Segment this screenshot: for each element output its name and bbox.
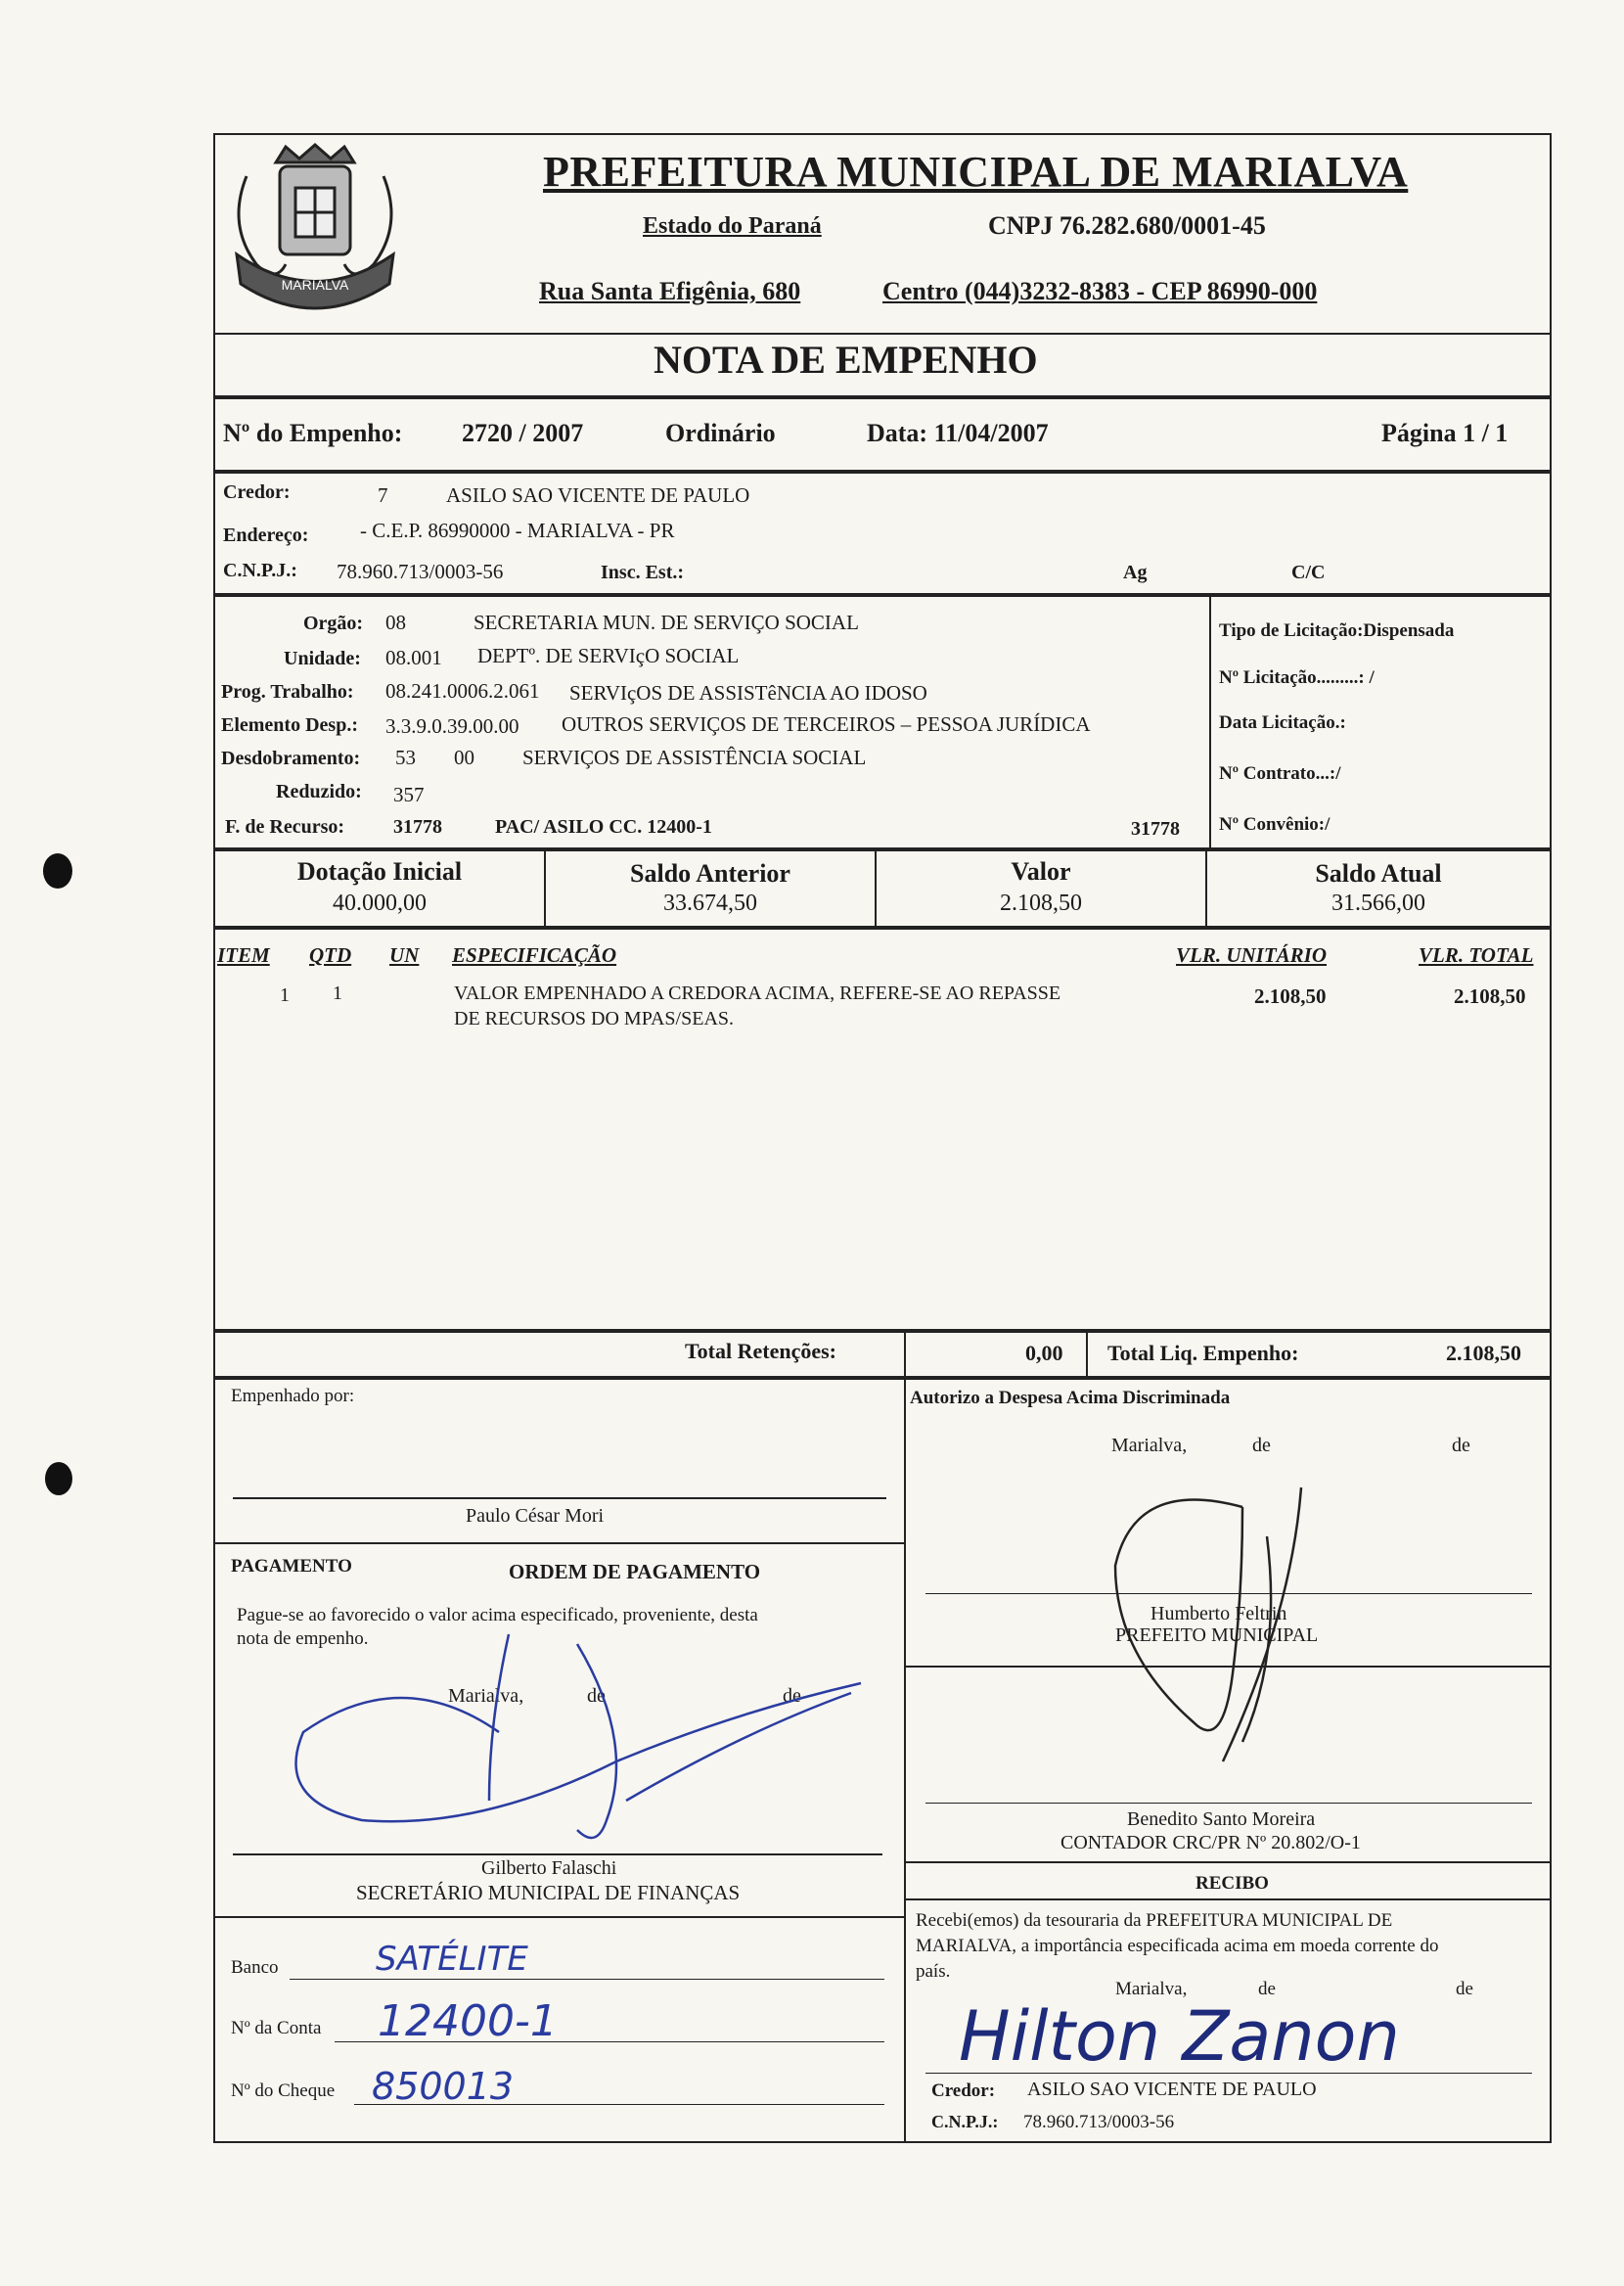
totals-box <box>213 1331 1552 1378</box>
cc-label: C/C <box>1291 562 1326 583</box>
tipo-licitacao: Tipo de Licitação:Dispensada <box>1219 620 1455 641</box>
unidade-name: DEPTº. DE SERVIçO SOCIAL <box>477 644 740 667</box>
pagamento-de-2: de <box>783 1685 801 1707</box>
numero-contrato: Nº Contrato...:/ <box>1219 763 1341 784</box>
autorizo-de-2: de <box>1452 1435 1470 1456</box>
desdobramento-name: SERVIÇOS DE ASSISTÊNCIA SOCIAL <box>522 746 867 769</box>
saldo-atual-value: 31.566,00 <box>1331 891 1425 916</box>
col-header-un: UN <box>389 943 420 967</box>
desdobramento-label: Desdobramento: <box>221 748 361 769</box>
recurso-name: PAC/ ASILO CC. 12400-1 <box>495 816 712 838</box>
municipality-title: PREFEITURA MUNICIPAL DE MARIALVA <box>543 148 1409 196</box>
pague-text-line2: nota de empenho. <box>237 1628 369 1649</box>
dotacao-inicial-value: 40.000,00 <box>333 891 427 916</box>
numero-licitacao: Nº Licitação.........: / <box>1219 667 1375 688</box>
row-spec-line2: DE RECURSOS DO MPAS/SEAS. <box>454 1008 735 1029</box>
col-header-total-value: VLR. TOTAL <box>1419 943 1534 967</box>
saldo-anterior-label: Saldo Anterior <box>630 859 790 888</box>
col-header-qtd: QTD <box>309 943 352 967</box>
credor-name: ASILO SAO VICENTE DE PAULO <box>446 483 750 507</box>
address-label: Rua Santa Efigênia, 680 <box>539 277 801 305</box>
col-header-spec: ESPECIFICAÇÃO <box>452 943 617 967</box>
desdobramento-sub: 00 <box>454 746 474 769</box>
prefeito-name: Humberto Feltrin <box>1150 1603 1287 1624</box>
cnpj-label: CNPJ 76.282.680/0001-45 <box>988 211 1266 240</box>
reduzido-value: 357 <box>393 783 425 806</box>
secretary-title: SECRETÁRIO MUNICIPAL DE FINANÇAS <box>356 1881 741 1904</box>
autorizo-place: Marialva, <box>1111 1435 1188 1456</box>
conta-value: 12400-1 <box>378 1996 558 2046</box>
elemento-label: Elemento Desp.: <box>221 714 358 736</box>
orgao-name: SECRETARIA MUN. DE SERVIÇO SOCIAL <box>474 611 859 634</box>
cheque-label: Nº do Cheque <box>231 2080 336 2101</box>
endereco-value: - C.E.P. 86990000 - MARIALVA - PR <box>360 519 675 542</box>
total-retencoes-label: Total Retenções: <box>685 1339 836 1363</box>
empenhado-por-name: Paulo César Mori <box>466 1505 605 1527</box>
recibo-cnpj-value: 78.960.713/0003-56 <box>1023 2112 1175 2132</box>
autorizo-de-1: de <box>1252 1435 1271 1456</box>
recibo-de-2: de <box>1456 1979 1473 1999</box>
recibo-text-line1: Recebi(emos) da tesouraria da PREFEITURA MUNICIPAL DE <box>916 1910 1393 1931</box>
elemento-code: 3.3.9.0.39.00.00 <box>385 714 519 738</box>
dotacao-inicial-label: Dotação Inicial <box>296 857 463 886</box>
empenho-number-label: Nº do Empenho: <box>223 419 403 447</box>
recibo-label: RECIBO <box>1195 1873 1269 1894</box>
unidade-code: 08.001 <box>385 646 442 669</box>
empenho-type: Ordinário <box>665 419 776 447</box>
recibo-cnpj-label: C.N.P.J.: <box>931 2112 999 2131</box>
pagamento-de-1: de <box>587 1685 606 1707</box>
row-unit-value: 2.108,50 <box>1254 984 1327 1008</box>
desdobramento-code: 53 <box>395 746 416 769</box>
punch-hole-top <box>43 853 72 889</box>
page-number: Página 1 / 1 <box>1381 419 1509 447</box>
secretary-name: Gilberto Falaschi <box>481 1857 617 1879</box>
prog-trabalho-label: Prog. Trabalho: <box>221 681 354 703</box>
address-contact-label: Centro (044)3232-8383 - CEP 86990-000 <box>882 277 1318 305</box>
numero-convenio: Nº Convênio:/ <box>1219 814 1331 835</box>
row-total-value: 2.108,50 <box>1454 984 1526 1008</box>
unidade-label: Unidade: <box>284 648 361 669</box>
recurso-code: 31778 <box>393 816 442 838</box>
ordem-pagamento-label: ORDEM DE PAGAMENTO <box>509 1560 761 1583</box>
credor-signature: Hilton Zanon <box>959 1996 1400 2077</box>
row-spec-line1: VALOR EMPENHADO A CREDORA ACIMA, REFERE-SE AO REPASSE <box>454 983 1061 1004</box>
pagamento-label: PAGAMENTO <box>231 1556 352 1577</box>
ag-label: Ag <box>1123 562 1148 583</box>
cnpj-credor-value: 78.960.713/0003-56 <box>337 560 504 583</box>
reduzido-label: Reduzido: <box>276 781 362 802</box>
municipal-crest-icon <box>217 137 413 333</box>
elemento-name: OUTROS SERVIÇOS DE TERCEIROS – PESSOA JURÍDICA <box>562 712 1091 736</box>
valor-label: Valor <box>1011 857 1071 886</box>
recibo-text-line3: país. <box>916 1961 951 1982</box>
conta-label: Nº da Conta <box>231 2018 322 2038</box>
cheque-value: 850013 <box>372 2065 515 2108</box>
recurso-code-2: 31778 <box>1131 818 1180 840</box>
contador-name: Benedito Santo Moreira <box>1127 1808 1316 1830</box>
prog-trabalho-name: SERVIçOS DE ASSISTêNCIA AO IDOSO <box>569 681 927 705</box>
banco-value: SATÉLITE <box>376 1940 528 1979</box>
valor-value: 2.108,50 <box>1000 891 1082 916</box>
document-title: NOTA DE EMPENHO <box>654 338 1038 382</box>
recurso-label: F. de Recurso: <box>225 816 345 838</box>
data-licitacao: Data Licitação.: <box>1219 712 1346 733</box>
endereco-label: Endereço: <box>223 525 309 546</box>
autorizo-label: Autorizo a Despesa Acima Discriminada <box>910 1388 1231 1408</box>
prefeito-title: PREFEITO MUNICIPAL <box>1115 1624 1319 1646</box>
recibo-place: Marialva, <box>1115 1979 1188 1999</box>
recibo-text-line2: MARIALVA, a importância especificada acima em moeda corrente do <box>916 1936 1439 1956</box>
empenhado-por-label: Empenhado por: <box>231 1386 355 1406</box>
total-liquido-value: 2.108,50 <box>1446 1341 1521 1365</box>
row-qtd: 1 <box>333 983 342 1004</box>
recibo-de-1: de <box>1258 1979 1276 1999</box>
empenho-date: Data: 11/04/2007 <box>867 419 1049 447</box>
recibo-credor-label: Credor: <box>931 2080 996 2101</box>
saldo-anterior-value: 33.674,50 <box>663 891 757 916</box>
pagamento-place: Marialva, <box>448 1685 524 1707</box>
state-label: Estado do Paraná <box>643 213 822 239</box>
credor-label: Credor: <box>223 481 291 503</box>
total-liquido-label: Total Liq. Empenho: <box>1107 1341 1299 1365</box>
insc-est-label: Insc. Est.: <box>601 562 685 583</box>
total-retencoes-value: 0,00 <box>1025 1341 1063 1365</box>
orgao-label: Orgão: <box>303 613 364 634</box>
row-item: 1 <box>280 984 290 1006</box>
col-header-unit-value: VLR. UNITÁRIO <box>1176 943 1328 967</box>
credor-code: 7 <box>378 483 388 507</box>
contador-title: CONTADOR CRC/PR Nº 20.802/O-1 <box>1060 1832 1361 1853</box>
orgao-code: 08 <box>385 611 406 634</box>
pague-text-line1: Pague-se ao favorecido o valor acima especificado, proveniente, desta <box>237 1605 758 1625</box>
secretary-signature-icon <box>284 1605 871 1859</box>
saldo-atual-label: Saldo Atual <box>1315 859 1442 888</box>
punch-hole-bottom <box>45 1462 72 1495</box>
banco-label: Banco <box>231 1957 279 1978</box>
crest-label: MARIALVA <box>281 277 349 293</box>
empenho-number-value: 2720 / 2007 <box>462 419 584 447</box>
col-header-item: ITEM <box>217 943 270 967</box>
recibo-credor-name: ASILO SAO VICENTE DE PAULO <box>1027 2079 1317 2100</box>
cnpj-credor-label: C.N.P.J.: <box>223 560 297 581</box>
prog-trabalho-code: 08.241.0006.2.061 <box>385 679 540 703</box>
